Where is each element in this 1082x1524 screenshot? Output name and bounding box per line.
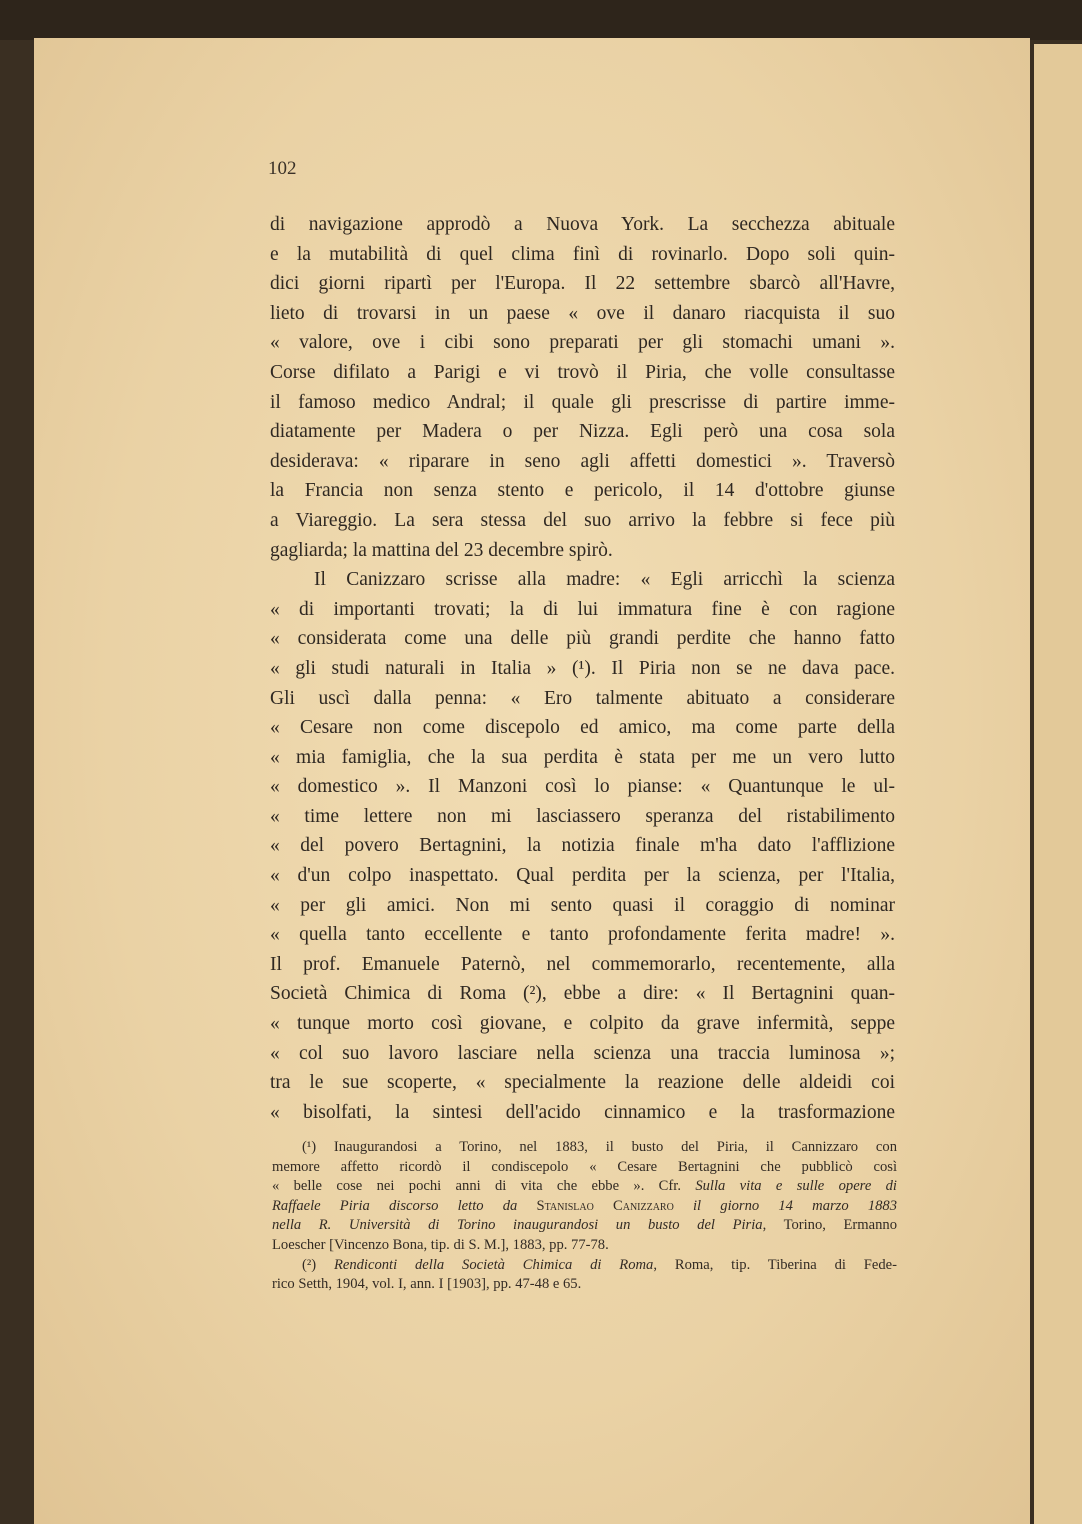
- footnote-segment: nella R. Università di Torino inaugurandosi un busto del Piria: [272, 1217, 763, 1234]
- footnote-line: [272, 1158, 897, 1178]
- text-line: « quella tanto eccellente e tanto profondamente ferita madre! ».: [270, 924, 895, 946]
- text-line: Il Canizzaro scrisse alla madre: « Egli arricchì la scienza: [314, 569, 895, 591]
- text-line: desiderava: « riparare in seno agli affetti domestici ». Traversò: [270, 450, 895, 472]
- footnote-segment: Loescher [Vincenzo Bona, tip. di S. M.], 1883, pp. 77-78.: [272, 1236, 609, 1253]
- footnote-segment: (²): [302, 1256, 334, 1273]
- text-line: diatamente per Madera o per Nizza. Egli però una cosa sola: [270, 421, 895, 443]
- text-line: Il prof. Emanuele Paternò, nel commemorarlo, recentemente, alla: [270, 953, 895, 975]
- footnote-line: [272, 1275, 897, 1295]
- text-line: dici giorni ripartì per l'Europa. Il 22 settembre sbarcò all'Havre,: [270, 273, 895, 295]
- footnote-line: [272, 1177, 897, 1197]
- footnote-segment: (¹) Inaugurandosi a Torino, nel 1883, il busto del Piria, il Cannizzaro con: [302, 1139, 897, 1155]
- text-line: Società Chimica di Roma (²), ebbe a dire: « Il Bertagnini quan-: [270, 983, 895, 1005]
- text-line: « tunque morto così giovane, e colpito da grave infermità, seppe: [270, 1013, 895, 1035]
- page-number: 102: [268, 158, 297, 179]
- footnote-segment: « belle cose nei pochi anni di vita che ebbe ». Cfr.: [272, 1178, 696, 1195]
- body-text: [270, 210, 895, 1127]
- text-line: « bisolfati, la sintesi dell'acido cinnamico e la trasformazione: [270, 1101, 895, 1123]
- footnote-line: [272, 1216, 897, 1236]
- text-line: di navigazione approdò a Nuova York. La secchezza abituale: [270, 214, 895, 235]
- text-line: tra le sue scoperte, « specialmente la reazione delle aldeidi coi: [270, 1072, 895, 1094]
- text-line: « time lettere non mi lasciassero speranza del ristabilimento: [270, 805, 895, 827]
- text-line: « mia famiglia, che la sua perdita è stata per me un vero lutto: [270, 746, 895, 768]
- footnote-line: [272, 1256, 897, 1276]
- text-line: « domestico ». Il Manzoni così lo pianse: « Quantunque le ul-: [270, 776, 895, 798]
- text-line: « d'un colpo inaspettato. Qual perdita per la scienza, per l'Italia,: [270, 865, 895, 887]
- text-line: Gli uscì dalla penna: « Ero talmente abituato a considerare: [270, 687, 895, 709]
- text-line: gagliarda; la mattina del 23 decembre spirò.: [270, 539, 613, 561]
- footnote-segment: il giorno 14 marzo 1883: [673, 1197, 898, 1214]
- footnote-segment: , Roma, tip. Tiberina di Fede-: [653, 1256, 897, 1273]
- footnote-line: [272, 1138, 897, 1158]
- text-line: la Francia non senza stento e pericolo, il 14 d'ottobre giunse: [270, 480, 895, 502]
- text-line: « per gli amici. Non mi sento quasi il coraggio di nominar: [270, 894, 895, 916]
- footnote-segment: memore affetto ricordò il condiscepolo « Cesare Bertagnini che pubblicò così: [272, 1158, 897, 1175]
- text-line: « di importanti trovati; la di lui immatura fine è con ragione: [270, 598, 895, 620]
- text-line: « del povero Bertagnini, la notizia finale m'ha dato l'afflizione: [270, 835, 895, 857]
- text-line: Corse difilato a Parigi e vi trovò il Piria, che volle consultasse: [270, 361, 895, 383]
- text-line: il famoso medico Andral; il quale gli prescrisse di partire imme-: [270, 391, 895, 413]
- footnote-line: [272, 1197, 897, 1217]
- text-line: a Viareggio. La sera stessa del suo arrivo la febbre si fece più: [270, 509, 895, 531]
- facing-page-edge: [1034, 44, 1082, 1524]
- footnote-segment: Raffaele Piria discorso letto da: [272, 1197, 537, 1214]
- scan-background: [0, 0, 1082, 40]
- footnote-segment: rico Setth, 1904, vol. I, ann. I [1903], pp. 47-48 e 65.: [272, 1276, 582, 1293]
- text-line: « gli studi naturali in Italia » (¹). Il Piria non se ne dava pace.: [270, 657, 895, 679]
- footnote-line: [272, 1236, 897, 1256]
- text-line: « valore, ove i cibi sono preparati per gli stomachi umani ».: [270, 332, 895, 354]
- text-line: « considerata come una delle più grandi perdite che hanno fatto: [270, 628, 895, 650]
- footnote-segment: , Torino, Ermanno: [762, 1217, 897, 1234]
- text-line: e la mutabilità di quel clima finì di rovinarlo. Dopo soli quin-: [270, 243, 895, 265]
- footnote-segment: Sulla vita e sulle opere di: [695, 1178, 897, 1195]
- footnotes: [272, 1138, 897, 1295]
- text-line: « Cesare non come discepolo ed amico, ma come parte della: [270, 717, 895, 739]
- text-line: « col suo lavoro lasciare nella scienza una traccia luminosa »;: [270, 1042, 895, 1064]
- footnote-segment: Rendiconti della Società Chimica di Roma: [333, 1256, 654, 1273]
- footnote-segment: Stanislao Canizzaro: [536, 1197, 674, 1214]
- text-line: lieto di trovarsi in un paese « ove il danaro riacquista il suo: [270, 302, 895, 324]
